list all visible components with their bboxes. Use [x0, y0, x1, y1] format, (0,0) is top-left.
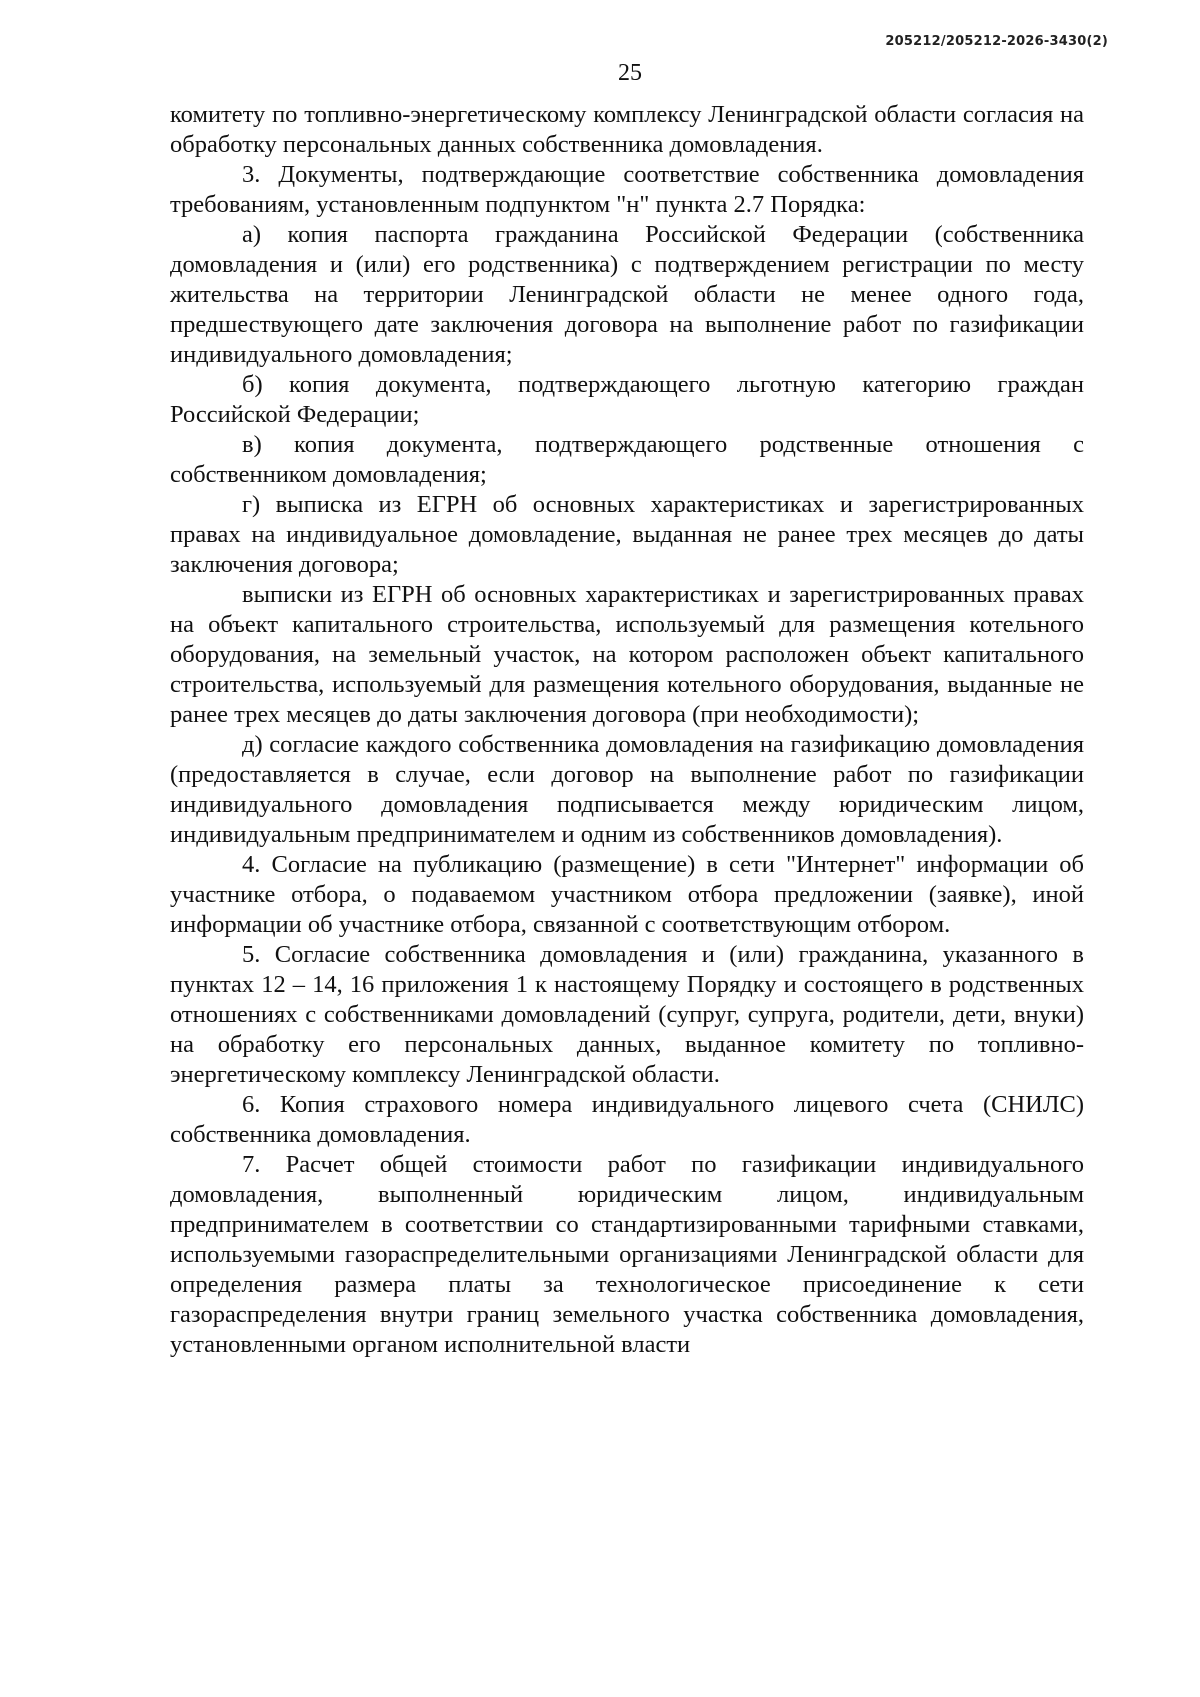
- paragraph-item-3: 3. Документы, подтверждающие соответствие собственника домовладения требованиям, установленным подпунктом "н" пункта 2.7 Порядка:: [170, 161, 1084, 218]
- page-number: 25: [618, 60, 642, 86]
- paragraph-subitem-b: б) копия документа, подтверждающего льготную категорию граждан Российской Федерации;: [170, 371, 1084, 428]
- paragraph-item-7: 7. Расчет общей стоимости работ по газификации индивидуального домовладения, выполненный юридическим лицом, индивидуальным предпринимателем в соответствии со стандартизированными тарифными ставками, используемыми газораспределительными организациями Ленинградской области для определения размера платы за технологическое присоединение к сети газораспределения внутри границ земельного участка собственника домовладения, установленными органом исполнительной власти: [170, 1151, 1084, 1358]
- paragraph-item-4: 4. Согласие на публикацию (размещение) в сети "Интернет" информации об участнике отбора, о подаваемом участником отбора предложении (заявке), иной информации об участнике отбора, связанной с соответствующим отбором.: [170, 851, 1084, 938]
- paragraph-subitem-g-extracts: выписки из ЕГРН об основных характеристиках и зарегистрированных правах на объект капитального строительства, используемый для размещения котельного оборудования, на земельный участок, на котором расположен объект капитального строительства, используемый для размещения котельного оборудования, выданные не ранее трех месяцев до даты заключения договора (при необходимости);: [170, 581, 1084, 728]
- document-id: 205212/205212-2026-3430(2): [885, 34, 1108, 49]
- paragraph-subitem-d: д) согласие каждого собственника домовладения на газификацию домовладения (предоставляется в случае, если договор на выполнение работ по газификации индивидуального домовладения подписывается между юридическим лицом, индивидуальным предпринимателем и одним из собственников домовладения).: [170, 731, 1084, 848]
- paragraph-item-6: 6. Копия страхового номера индивидуального лицевого счета (СНИЛС) собственника домовладения.: [170, 1091, 1084, 1148]
- paragraph-subitem-a: а) копия паспорта гражданина Российской Федерации (собственника домовладения и (или) его родственника) с подтверждением регистрации по месту жительства на территории Ленинградской области не менее одного года, предшествующего дате заключения договора на выполнение работ по газификации индивидуального домовладения;: [170, 221, 1084, 368]
- paragraph-continuation: комитету по топливно-энергетическому комплексу Ленинградской области согласия на обработку персональных данных собственника домовладения.: [170, 101, 1084, 158]
- document-body: [170, 100, 1084, 1360]
- paragraph-subitem-v: в) копия документа, подтверждающего родственные отношения с собственником домовладения;: [170, 431, 1084, 488]
- paragraph-subitem-g: г) выписка из ЕГРН об основных характеристиках и зарегистрированных правах на индивидуальное домовладение, выданная не ранее трех месяцев до даты заключения договора;: [170, 491, 1084, 578]
- paragraph-item-5: 5. Согласие собственника домовладения и (или) гражданина, указанного в пунктах 12 – 14, 16 приложения 1 к настоящему Порядку и состоящего в родственных отношениях с собственниками домовладений (супруг, супруга, родители, дети, внуки) на обработку его персональных данных, выданное комитету по топливно-энергетическому комплексу Ленинградской области.: [170, 941, 1084, 1088]
